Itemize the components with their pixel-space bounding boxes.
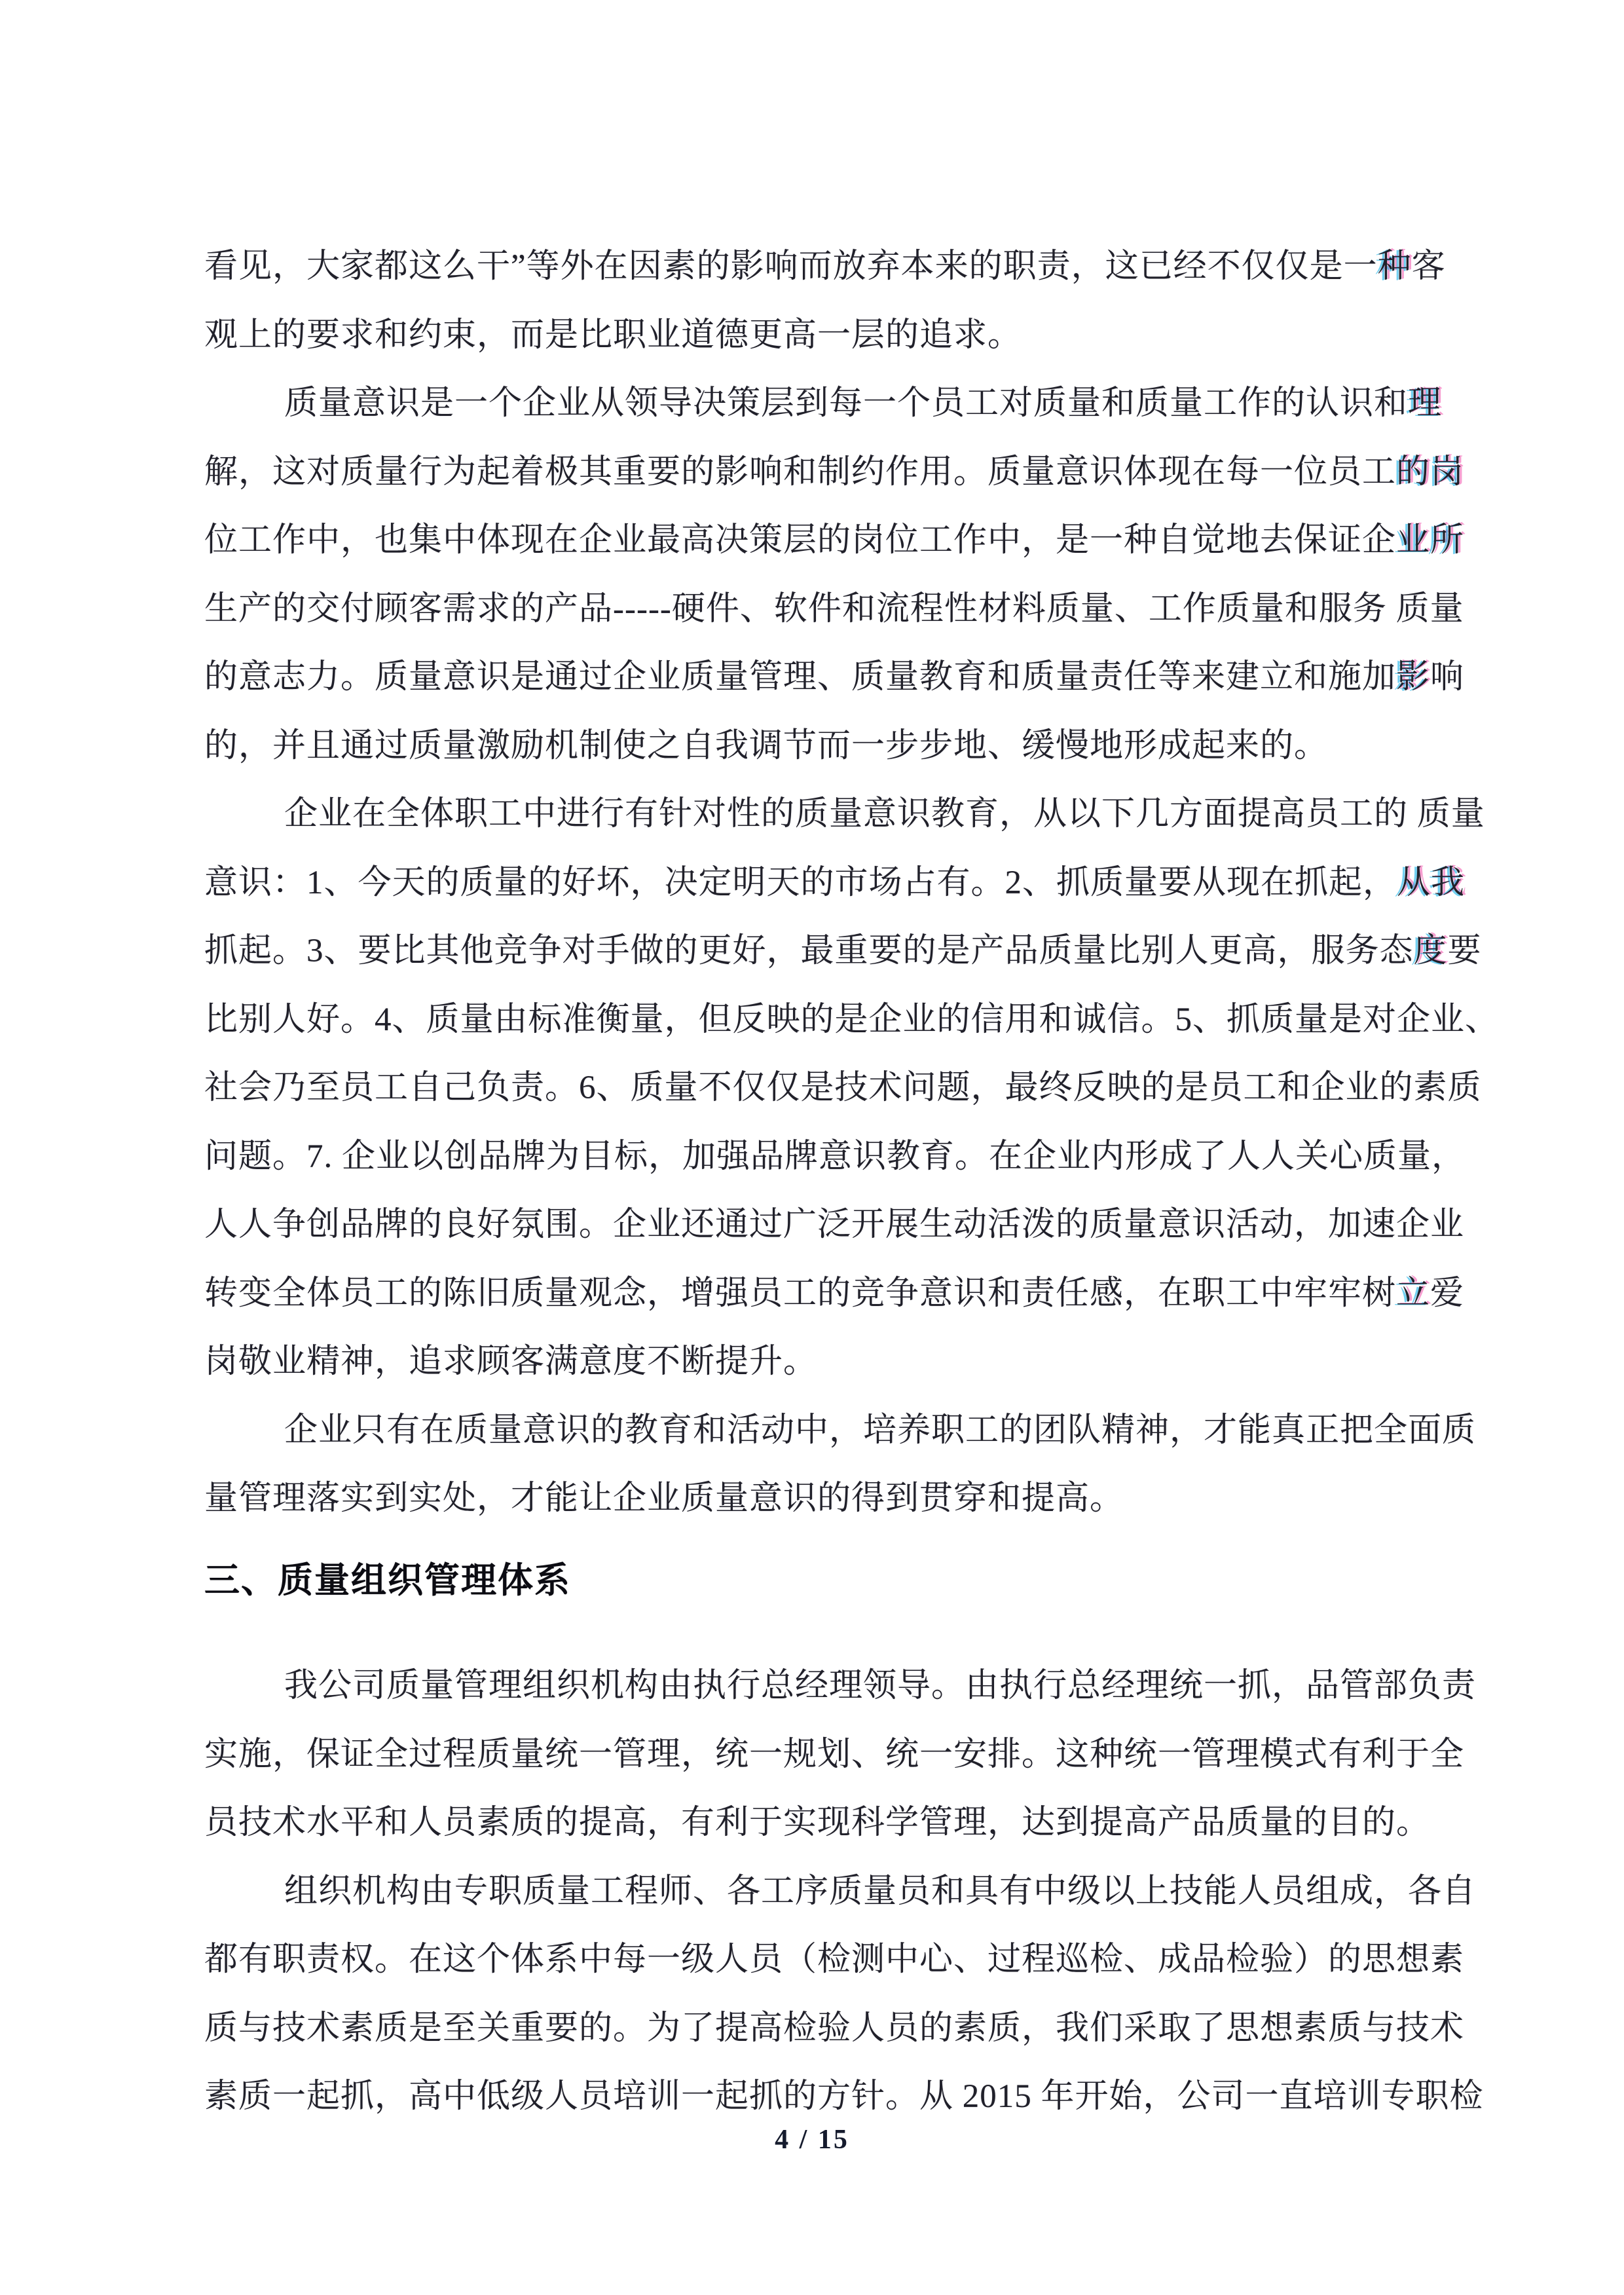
page-number: 4 / 15: [775, 2125, 849, 2155]
text-line: 素质一起抓，高中低级人员培训一起抓的方针。从 2015 年开始，公司一直培训专职检: [204, 2078, 1484, 2115]
text-line: 企业只有在质量意识的教育和活动中，培养职工的团队精神，才能真正把全面质: [284, 1411, 1477, 1449]
text-line: 量管理落实到实处，才能让企业质量意识的得到贯穿和提高。: [204, 1480, 1124, 1517]
page-body: [204, 233, 1500, 2131]
text-line: 意识：1、今天的质量的好坏，决定明天的市场占有。2、抓质量要从现在抓起，从我: [204, 864, 1466, 901]
text-line: 的意志力。质量意识是通过企业质量管理、质量教育和质量责任等来建立和施加影响: [204, 659, 1465, 696]
text-line: 组织机构由专职质量工程师、各工序质量员和具有中级以上技能人员组成，各自: [284, 1873, 1477, 1910]
text-line: 人人争创品牌的良好氛围。企业还通过广泛开展生动活泼的质量意识活动，加速企业: [204, 1206, 1465, 1243]
text-line: 看见，大家都这么干”等外在因素的影响而放弃本来的职责，这已经不仅仅是一种客: [204, 248, 1446, 285]
text-line: 质量意识是一个企业从领导决策层到每一个员工对质量和质量工作的认识和理: [284, 385, 1443, 422]
text-line: 抓起。3、要比其他竞争对手做的更好，最重要的是产品质量比别人更高，服务态度要: [204, 933, 1482, 969]
text-line: 观上的要求和约束，而是比职业道德更高一层的追求。: [204, 316, 1022, 354]
text-line: 转变全体员工的陈旧质量观念，增强员工的竞争意识和责任感，在职工中牢牢树立爱: [204, 1275, 1465, 1312]
text-line: 生产的交付顾客需求的产品-----硬件、软件和流程性材料质量、工作质量和服务 质量: [204, 590, 1464, 627]
text-line: 解，这对质量行为起着极其重要的影响和制约作用。质量意识体现在每一位员工的岗: [204, 453, 1465, 491]
section-heading: 三、质量组织管理体系: [204, 1560, 571, 1600]
text-line: 都有职责权。在这个体系中每一级人员（检测中心、过程巡检、成品检验）的思想素: [204, 1941, 1465, 1978]
text-line: 社会乃至员工自己负责。6、质量不仅仅是技术问题，最终反映的是员工和企业的素质: [204, 1070, 1482, 1106]
text-line: 的，并且通过质量激励机制使之自我调节而一步步地、缓慢地形成起来的。: [204, 727, 1329, 764]
text-line: 位工作中，也集中体现在企业最高决策层的岗位工作中，是一种自觉地去保证企业所: [204, 522, 1465, 559]
text-line: 质与技术素质是至关重要的。为了提高检验人员的素质，我们采取了思想素质与技术: [204, 2009, 1465, 2047]
text-line: 我公司质量管理组织机构由执行总经理领导。由执行总经理统一抓，品管部负责: [284, 1668, 1477, 1704]
text-line: 员技术水平和人员素质的提高，有利于实现科学管理，达到提高产品质量的目的。: [204, 1804, 1431, 1841]
text-line: 企业在全体职工中进行有针对性的质量意识教育，从以下几方面提高员工的 质量: [284, 796, 1485, 832]
text-line: 实施，保证全过程质量统一管理，统一规划、统一安排。这种统一管理模式有利于全: [204, 1736, 1465, 1773]
text-line: 岗敬业精神，追求顾客满意度不断提升。: [204, 1343, 818, 1380]
text-line: 问题。7. 企业以创品牌为目标，加强品牌意识教育。在企业内形成了人人关心质量，: [204, 1138, 1466, 1175]
text-line: 比别人好。4、质量由标准衡量，但反映的是企业的信用和诚信。5、抓质量是对企业、: [204, 1001, 1500, 1038]
